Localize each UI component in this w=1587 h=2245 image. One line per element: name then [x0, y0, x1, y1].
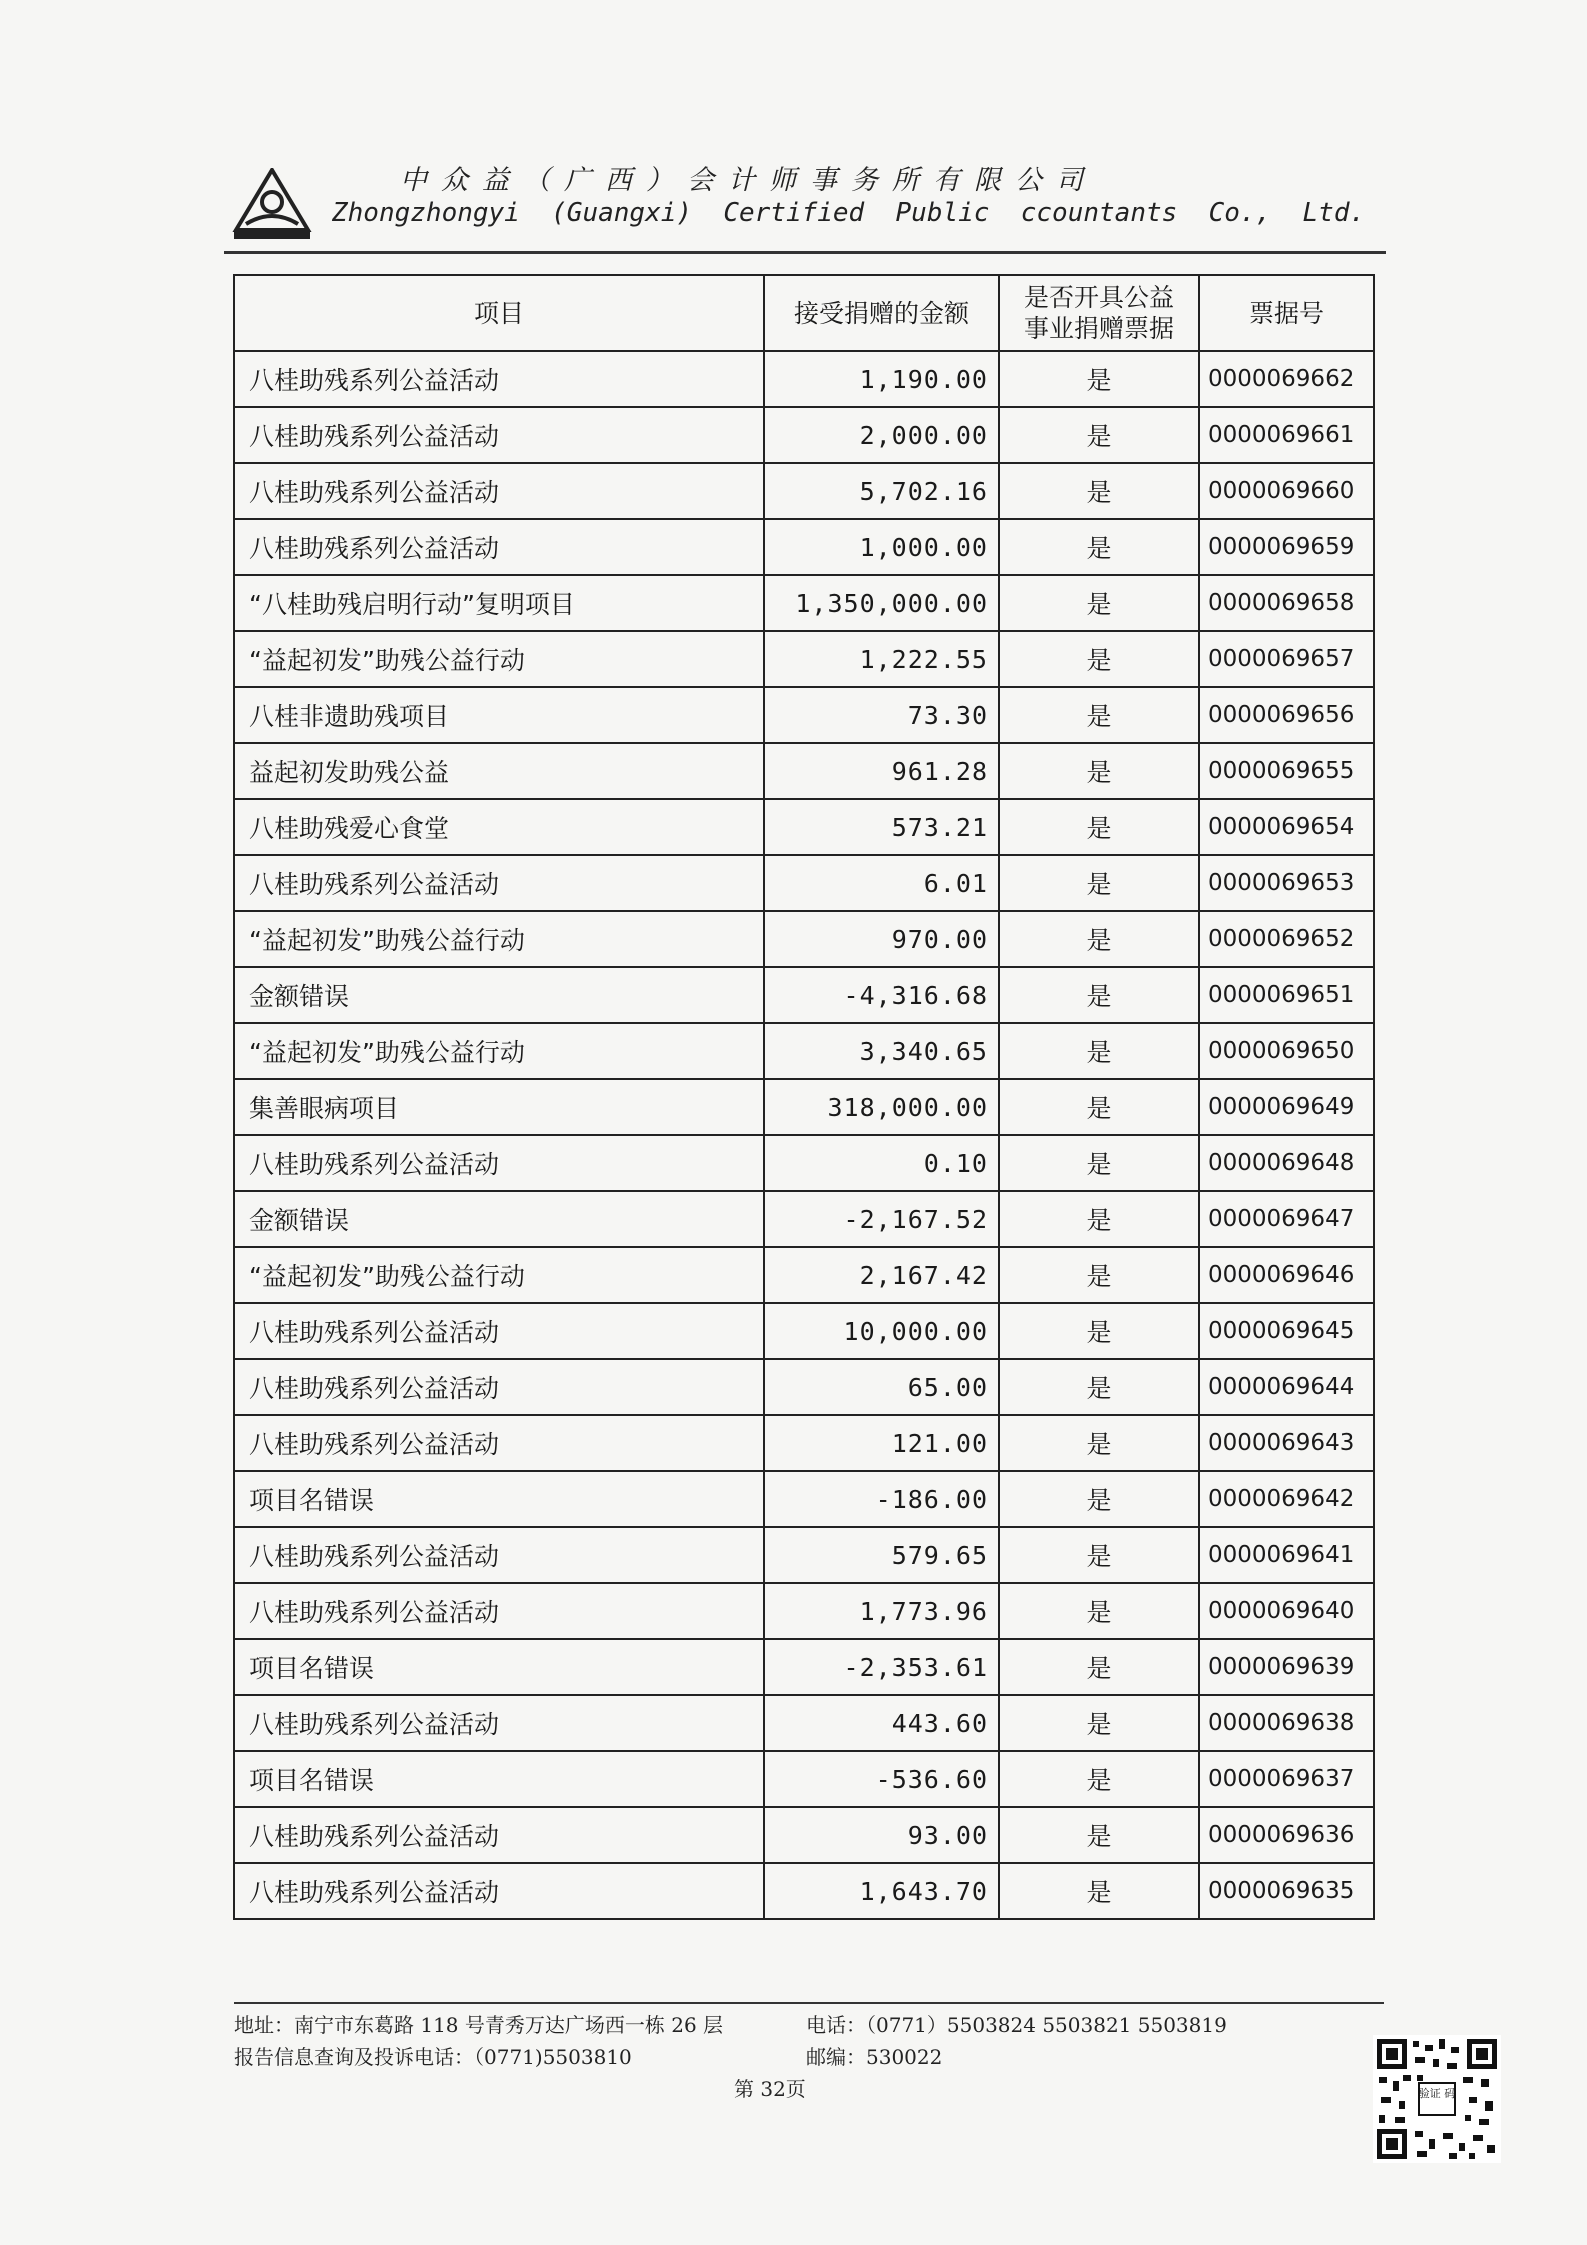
row-item: 八桂助残系列公益活动	[234, 855, 764, 911]
row-amount: 73.30	[764, 687, 999, 743]
row-receipt-flag: 是	[999, 687, 1199, 743]
table-row	[234, 1023, 1374, 1079]
row-item: “八桂助残启明行动”复明项目	[234, 575, 764, 631]
row-amount: 1,000.00	[764, 519, 999, 575]
row-amount: 5,702.16	[764, 463, 999, 519]
table-row	[234, 1807, 1374, 1863]
row-ticket-number: 0000069656	[1199, 687, 1374, 743]
row-ticket-number: 0000069660	[1199, 463, 1374, 519]
footer-complaint-phone: 报告信息查询及投诉电话：（0771)5503810	[234, 2045, 632, 2069]
donation-table	[233, 274, 1375, 1920]
row-ticket-number: 0000069639	[1199, 1639, 1374, 1695]
row-item: 八桂助残系列公益活动	[234, 1303, 764, 1359]
row-item: 八桂助残系列公益活动	[234, 351, 764, 407]
row-amount: 1,190.00	[764, 351, 999, 407]
row-ticket-number: 0000069635	[1199, 1863, 1374, 1919]
footer-postcode: 邮编：530022	[806, 2045, 943, 2069]
row-ticket-number: 0000069643	[1199, 1415, 1374, 1471]
row-ticket-number: 0000069637	[1199, 1751, 1374, 1807]
row-receipt-flag: 是	[999, 1023, 1199, 1079]
row-ticket-number: 0000069658	[1199, 575, 1374, 631]
row-amount: -186.00	[764, 1471, 999, 1527]
row-amount: 10,000.00	[764, 1303, 999, 1359]
footer-phone: 电话：（0771）5503824 5503821 5503819	[806, 2013, 1227, 2037]
table-row	[234, 967, 1374, 1023]
table-header-row	[234, 275, 1374, 351]
letterhead	[232, 158, 1382, 258]
row-receipt-flag: 是	[999, 1695, 1199, 1751]
row-amount: 318,000.00	[764, 1079, 999, 1135]
row-receipt-flag: 是	[999, 351, 1199, 407]
table-row	[234, 855, 1374, 911]
row-amount: 121.00	[764, 1415, 999, 1471]
footer-address: 地址：南宁市东葛路 118 号青秀万达广场西一栋 26 层	[234, 2013, 724, 2037]
row-ticket-number: 0000069657	[1199, 631, 1374, 687]
row-receipt-flag: 是	[999, 575, 1199, 631]
table-row	[234, 407, 1374, 463]
row-item: 八桂助残爱心食堂	[234, 799, 764, 855]
row-ticket-number: 0000069645	[1199, 1303, 1374, 1359]
row-ticket-number: 0000069653	[1199, 855, 1374, 911]
row-amount: -2,353.61	[764, 1639, 999, 1695]
row-item: “益起初发”助残公益行动	[234, 1247, 764, 1303]
table-row	[234, 1079, 1374, 1135]
row-amount: 65.00	[764, 1359, 999, 1415]
firm-name-en: Zhongzhongyi (Guangxi) Certified Public ccountants Co., Ltd.	[332, 198, 1366, 228]
table-row	[234, 799, 1374, 855]
row-amount: 0.10	[764, 1135, 999, 1191]
row-amount: 2,167.42	[764, 1247, 999, 1303]
row-receipt-flag: 是	[999, 967, 1199, 1023]
table-row	[234, 1303, 1374, 1359]
row-receipt-flag: 是	[999, 1135, 1199, 1191]
row-item: 八桂助残系列公益活动	[234, 519, 764, 575]
row-receipt-flag: 是	[999, 799, 1199, 855]
row-receipt-flag: 是	[999, 463, 1199, 519]
row-amount: 579.65	[764, 1527, 999, 1583]
row-item: 八桂助残系列公益活动	[234, 1527, 764, 1583]
row-receipt-flag: 是	[999, 519, 1199, 575]
table-row	[234, 463, 1374, 519]
row-amount: 1,350,000.00	[764, 575, 999, 631]
table-row	[234, 687, 1374, 743]
table-row	[234, 1359, 1374, 1415]
row-receipt-flag: 是	[999, 1471, 1199, 1527]
table-row	[234, 519, 1374, 575]
row-ticket-number: 0000069649	[1199, 1079, 1374, 1135]
table-row	[234, 1415, 1374, 1471]
row-ticket-number: 0000069652	[1199, 911, 1374, 967]
row-item: 八桂非遗助残项目	[234, 687, 764, 743]
firm-logo-icon	[232, 168, 312, 240]
row-item: “益起初发”助残公益行动	[234, 911, 764, 967]
header-ticket: 票据号	[1199, 275, 1374, 351]
row-receipt-flag: 是	[999, 743, 1199, 799]
row-receipt-flag: 是	[999, 1191, 1199, 1247]
row-receipt-flag: 是	[999, 1751, 1199, 1807]
row-amount: 93.00	[764, 1807, 999, 1863]
row-item: 金额错误	[234, 1191, 764, 1247]
row-ticket-number: 0000069662	[1199, 351, 1374, 407]
table-row	[234, 351, 1374, 407]
row-amount: 1,773.96	[764, 1583, 999, 1639]
table-row	[234, 1471, 1374, 1527]
row-item: 八桂助残系列公益活动	[234, 463, 764, 519]
row-amount: -4,316.68	[764, 967, 999, 1023]
row-item: 项目名错误	[234, 1751, 764, 1807]
header-item: 项目	[234, 275, 764, 351]
table-row	[234, 1639, 1374, 1695]
table-row	[234, 1527, 1374, 1583]
table-body	[234, 351, 1374, 1919]
row-amount: 1,222.55	[764, 631, 999, 687]
qr-code-icon	[1373, 2035, 1501, 2175]
row-amount: -536.60	[764, 1751, 999, 1807]
firm-name-cn: 中众益（广西）会计师事务所有限公司	[400, 165, 1097, 196]
row-receipt-flag: 是	[999, 855, 1199, 911]
row-ticket-number: 0000069654	[1199, 799, 1374, 855]
row-ticket-number: 0000069648	[1199, 1135, 1374, 1191]
table-row	[234, 743, 1374, 799]
row-ticket-number: 0000069646	[1199, 1247, 1374, 1303]
footer-divider	[234, 2002, 1384, 2004]
row-amount: 1,643.70	[764, 1863, 999, 1919]
row-receipt-flag: 是	[999, 1303, 1199, 1359]
table-row	[234, 1751, 1374, 1807]
row-item: “益起初发”助残公益行动	[234, 1023, 764, 1079]
table-row	[234, 1583, 1374, 1639]
row-item: 项目名错误	[234, 1639, 764, 1695]
row-ticket-number: 0000069638	[1199, 1695, 1374, 1751]
table-row	[234, 1191, 1374, 1247]
row-item: “益起初发”助残公益行动	[234, 631, 764, 687]
header-receipt	[999, 275, 1199, 351]
row-ticket-number: 0000069659	[1199, 519, 1374, 575]
row-ticket-number: 0000069642	[1199, 1471, 1374, 1527]
row-amount: 2,000.00	[764, 407, 999, 463]
table-row	[234, 911, 1374, 967]
row-receipt-flag: 是	[999, 911, 1199, 967]
row-ticket-number: 0000069647	[1199, 1191, 1374, 1247]
header-divider	[224, 251, 1386, 254]
table-row	[234, 1695, 1374, 1751]
header-receipt-line2: 事业捐赠票据	[1023, 314, 1174, 343]
row-item: 金额错误	[234, 967, 764, 1023]
row-receipt-flag: 是	[999, 1247, 1199, 1303]
row-ticket-number: 0000069650	[1199, 1023, 1374, 1079]
row-receipt-flag: 是	[999, 1527, 1199, 1583]
header-amount: 接受捐赠的金额	[764, 275, 999, 351]
row-amount: 443.60	[764, 1695, 999, 1751]
row-item: 项目名错误	[234, 1471, 764, 1527]
row-amount: -2,167.52	[764, 1191, 999, 1247]
page-number: 第 32页	[734, 2077, 806, 2101]
row-ticket-number: 0000069644	[1199, 1359, 1374, 1415]
row-item: 八桂助残系列公益活动	[234, 1359, 764, 1415]
row-item: 八桂助残系列公益活动	[234, 1583, 764, 1639]
table-row	[234, 1135, 1374, 1191]
table-row	[234, 575, 1374, 631]
table-row	[234, 1247, 1374, 1303]
row-receipt-flag: 是	[999, 1583, 1199, 1639]
row-ticket-number: 0000069661	[1199, 407, 1374, 463]
row-receipt-flag: 是	[999, 1639, 1199, 1695]
row-ticket-number: 0000069640	[1199, 1583, 1374, 1639]
row-item: 益起初发助残公益	[234, 743, 764, 799]
row-ticket-number: 0000069651	[1199, 967, 1374, 1023]
row-amount: 961.28	[764, 743, 999, 799]
row-receipt-flag: 是	[999, 631, 1199, 687]
row-receipt-flag: 是	[999, 1863, 1199, 1919]
row-receipt-flag: 是	[999, 407, 1199, 463]
row-item: 八桂助残系列公益活动	[234, 1695, 764, 1751]
row-ticket-number: 0000069655	[1199, 743, 1374, 799]
row-item: 八桂助残系列公益活动	[234, 407, 764, 463]
row-receipt-flag: 是	[999, 1807, 1199, 1863]
row-receipt-flag: 是	[999, 1415, 1199, 1471]
header-receipt-line1: 是否开具公益	[1023, 283, 1174, 312]
row-item: 八桂助残系列公益活动	[234, 1807, 764, 1863]
row-item: 八桂助残系列公益活动	[234, 1415, 764, 1471]
row-item: 集善眼病项目	[234, 1079, 764, 1135]
row-item: 八桂助残系列公益活动	[234, 1863, 764, 1919]
row-ticket-number: 0000069636	[1199, 1807, 1374, 1863]
row-item: 八桂助残系列公益活动	[234, 1135, 764, 1191]
table-row	[234, 1863, 1374, 1919]
row-amount: 6.01	[764, 855, 999, 911]
row-amount: 970.00	[764, 911, 999, 967]
row-receipt-flag: 是	[999, 1079, 1199, 1135]
row-ticket-number: 0000069641	[1199, 1527, 1374, 1583]
table-row	[234, 631, 1374, 687]
row-amount: 3,340.65	[764, 1023, 999, 1079]
row-amount: 573.21	[764, 799, 999, 855]
qr-label: 验证 码	[1418, 2087, 1456, 2100]
row-receipt-flag: 是	[999, 1359, 1199, 1415]
